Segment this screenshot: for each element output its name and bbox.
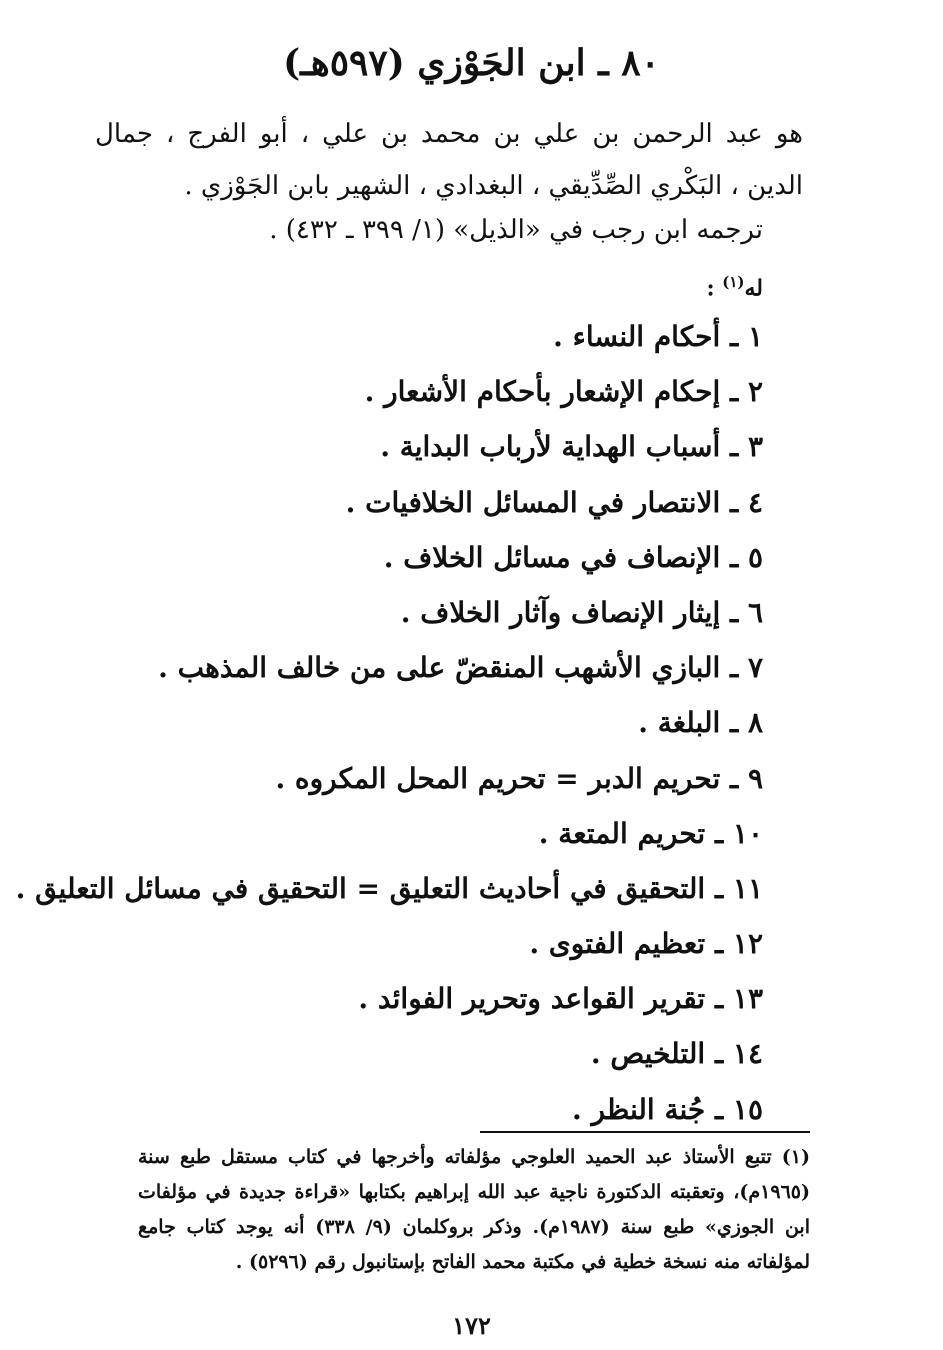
work-item: ٨ ـ البلغة .	[638, 706, 763, 740]
works-list	[15, 316, 763, 1144]
lahu-colon: :	[706, 275, 723, 302]
work-item: ١١ ـ التحقيق في أحاديث التعليق = التحقيق في مسائل التعليق .	[15, 871, 763, 905]
footnote-ref[interactable]: (١)	[722, 273, 745, 291]
work-item: ١ ـ أحكام النساء .	[553, 320, 763, 353]
page-number: ١٧٢	[452, 1311, 491, 1340]
work-item: ٩ ـ تحريم الدبر = تحريم المحل المكروه .	[275, 761, 763, 795]
work-item: ٦ ـ إيثار الإنصاف وآثار الخلاف .	[400, 595, 763, 629]
work-item: ٤ ـ الانتصار في المسائل الخلافيات .	[345, 485, 763, 519]
work-item: ١٣ ـ تقرير القواعد وتحرير الفوائد .	[358, 982, 763, 1016]
intro-paragraph: هو عبد الرحمن بن علي بن محمد بن علي ، أبو الفرج ، جمال الدين ، البَكْري الصِّدِّيقي ، البغدادي ، الشهير بابن الجَوْزي .	[95, 119, 803, 201]
work-item: ٧ ـ البازي الأشهب المنقضّ على من خالف المذهب .	[158, 651, 763, 685]
lahu-label: له	[744, 275, 763, 302]
work-item: ٣ ـ أسباب الهداية لأرباب البداية .	[380, 430, 763, 464]
work-item: ٢ ـ إحكام الإشعار بأحكام الأشعار .	[364, 375, 763, 409]
work-item: ٥ ـ الإنصاف في مسائل الخلاف .	[383, 540, 763, 574]
footnote-divider	[480, 1131, 810, 1133]
entry-title: ٨٠ ـ ابن الجَوْزي (٥٩٧هـ)	[283, 42, 660, 84]
footnote: (١) تتبع الأستاذ عبد الحميد العلوجي مؤلفاته وأخرجها في كتاب مستقل طبع سنة (١٩٦٥م)، وتعقبته الدكتورة ناجية عبد الله إبراهيم بكتابها «قراءة جديدة في مؤلفات ابن الجوزي» طبع سنة (١٩٨٧م). وذكر بروكلمان (٩/ ٣٣٨) أنه يوجد كتاب جامع لمؤلفاته منه نسخة خطية في مكتبة محمد الفاتح بإستانبول رقم (٥٢٩٦) .	[138, 1146, 810, 1273]
work-item: ١٢ ـ تعظيم الفتوى .	[529, 927, 763, 961]
work-item: ١٤ ـ التلخيص .	[590, 1037, 763, 1071]
work-item: ١٠ ـ تحريم المتعة .	[538, 816, 763, 850]
lahu-line	[60, 262, 763, 308]
work-item: ١٥ ـ جُنة النظر .	[572, 1092, 763, 1126]
tarjama-line: ترجمه ابن رجب في «الذيل» (١/ ٣٩٩ ـ ٤٣٢) .	[269, 215, 763, 245]
